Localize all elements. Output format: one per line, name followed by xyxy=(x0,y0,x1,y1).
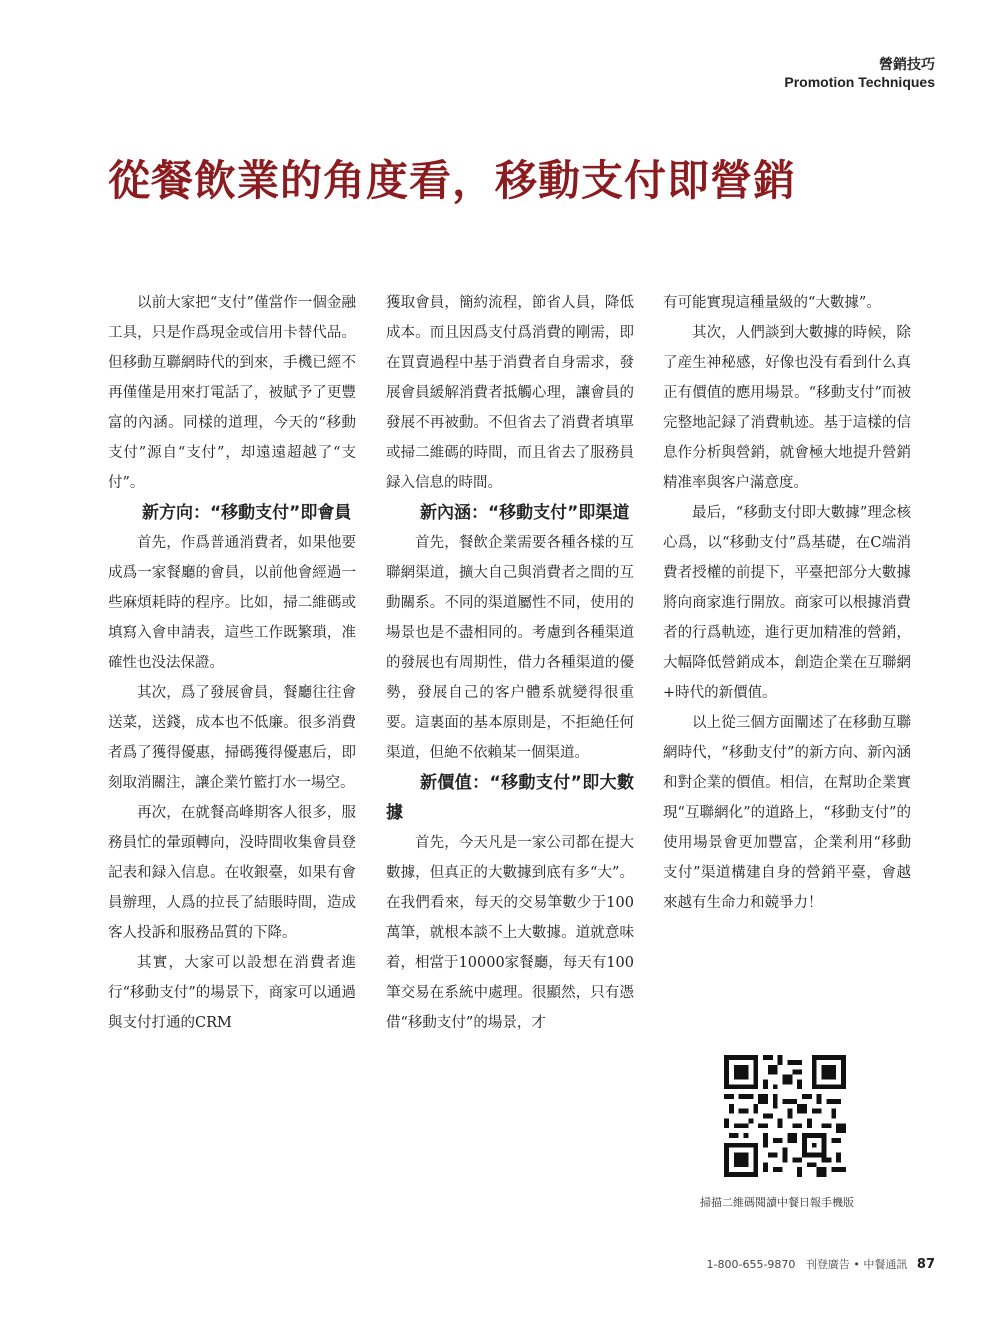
body-paragraph: 其次，人們談到大數據的時候，除了産生神秘感，好像也没有看到什么真正有價值的應用場景。“移動支付”而被完整地記録了消費軌迹。基于這樣的信息作分析與營銷，就會極大地提升營銷精准率與客户滿意度。 xyxy=(663,325,911,491)
body-paragraph: 再次，在就餐高峰期客人很多，服務員忙的暈頭轉向，没時間收集會員登記表和録入信息。在收銀臺，如果有會員辦理，人爲的拉長了結賬時間，造成客人投訴和服務品質的下降。 xyxy=(108,805,356,941)
intro-paragraph: 以前大家把“支付”僅當作一個金融工具，只是作爲現金或信用卡替代品。但移動互聯網時代的到來，手機已經不再僅僅是用來打電話了，被賦予了更豐富的內涵。同樣的道理，今天的“移動支付”源自“支付”，却遠遠超越了“支付”。 xyxy=(108,295,356,491)
body-paragraph: 有可能實現這種量級的“大數據”。 xyxy=(663,295,881,311)
footer-phone: 1-800-655-9870 xyxy=(706,1258,796,1271)
qr-caption: 掃描二維碼閱讀中餐日報手機版 xyxy=(700,1196,854,1209)
section-label-en: Promotion Techniques xyxy=(784,74,935,90)
page-number: 87 xyxy=(916,1257,935,1272)
section-heading-membership: 新方向：“移動支付”即會員 xyxy=(142,503,352,523)
body-paragraph: 獲取會員，簡約流程，節省人員，降低成本。而且因爲支付爲消費的剛需，即在買賣過程中基于消費者自身需求，發展會員緩解消費者抵觸心理，讓會員的發展不再被動。不但省去了消費者填單或掃二維碼的時間，而且省去了服務員録入信息的時間。 xyxy=(386,295,634,491)
body-paragraph: 首先，今天凡是一家公司都在提大數據，但真正的大數據到底有多“大”。在我們看來，每天的交易筆數少于100萬筆，就根本談不上大數據。道就意味着，相當于10000家餐廳，每天有100筆交易在系統中處理。很顯然，只有憑借“移動支付”的場景，才 xyxy=(386,835,634,1031)
page-footer xyxy=(707,1256,935,1272)
section-heading-channels: 新內涵：“移動支付”即渠道 xyxy=(420,503,630,523)
article-title: 從餐飲業的角度看，移動支付即營銷 xyxy=(108,156,797,205)
body-paragraph: 其實，大家可以設想在消費者進行“移動支付”的場景下，商家可以通過與支付打通的CRM xyxy=(108,955,356,1031)
body-paragraph: 以上從三個方面闡述了在移動互聯網時代，“移動支付”的新方向、新內涵和對企業的價值。相信，在幫助企業實現“互聯網化”的道路上，“移動支付”的使用場景會更加豐富，企業利用“移動支付”渠道構建自身的營銷平臺，會越來越有生命力和競爭力！ xyxy=(663,715,911,911)
article-column-3 xyxy=(663,288,911,918)
body-paragraph: 最后，“移動支付即大數據”理念核心爲，以“移動支付”爲基礎，在C端消費者授權的前提下，平臺把部分大數據將向商家進行開放。商家可以根據消費者的行爲軌迹，進行更加精准的營銷，大幅降低營銷成本，創造企業在互聯網+時代的新價值。 xyxy=(663,505,911,701)
footer-publication: 刊登廣告 • 中餐通訊 xyxy=(805,1258,908,1271)
body-paragraph: 首先，作爲普通消費者，如果他要成爲一家餐廳的會員，以前他會經過一些麻煩耗時的程序。比如，掃二維碼或填寫入會申請表，這些工作既繁瑣，准確性也没法保證。 xyxy=(108,535,356,671)
article-column-1 xyxy=(108,288,356,1038)
section-heading-big-data: 新價值：“移動支付”即大數據 xyxy=(386,773,634,823)
body-paragraph: 其次，爲了發展會員，餐廳往往會送菜，送錢，成本也不低廉。很多消費者爲了獲得優惠，掃碼獲得優惠后，即刻取消關注，讓企業竹籃打水一場空。 xyxy=(108,685,356,791)
section-label-cn: 營銷技巧 xyxy=(879,57,935,73)
article-column-2 xyxy=(386,288,634,1038)
qr-code-icon[interactable] xyxy=(724,1055,846,1177)
body-paragraph: 首先，餐飲企業需要各種各樣的互聯網渠道，擴大自己與消費者之間的互動關系。不同的渠道屬性不同，使用的場景也是不盡相同的。考慮到各種渠道的發展也有周期性，借力各種渠道的優勢，發展自己的客户體系就變得很重要。這裏面的基本原則是，不拒絶任何渠道，但絶不依賴某一個渠道。 xyxy=(386,535,634,761)
